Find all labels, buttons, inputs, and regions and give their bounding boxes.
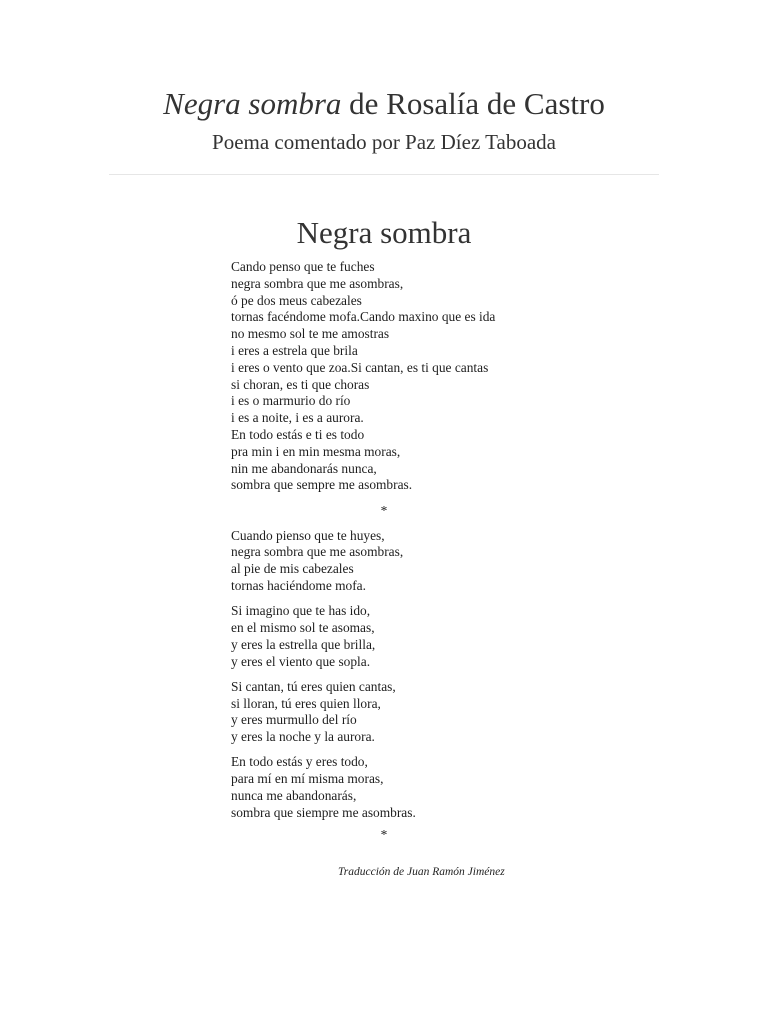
- poem-line: sombra que siempre me asombras.: [231, 804, 416, 820]
- poem-line: sombra que sempre me asombras.: [231, 477, 413, 493]
- poem-line: y eres la noche y la aurora.: [231, 729, 375, 745]
- poem-line: negra sombra que me asombras,: [231, 544, 404, 560]
- poem-line: para mí en mí misma moras,: [231, 771, 384, 787]
- page-title: [0, 84, 768, 124]
- stanza-separator: *: [380, 502, 388, 518]
- poem-line: tornas facéndome mofa.Cando maxino que es ida: [231, 309, 496, 325]
- poem-line: En todo estás e ti es todo: [231, 426, 365, 442]
- stanza-separator: *: [380, 826, 388, 842]
- poem-line: si lloran, tú eres quien llora,: [231, 695, 381, 711]
- spanish-stanza: [231, 754, 551, 821]
- poem-line: y eres murmullo del río: [231, 712, 357, 728]
- poem-line: en el mismo sol te asomas,: [231, 619, 375, 635]
- poem-line: Si cantan, tú eres quien cantas,: [231, 678, 396, 694]
- spanish-stanza: [231, 603, 551, 670]
- page-title-italic: Negra sombra: [163, 86, 342, 121]
- poem-line: ó pe dos meus cabezales: [231, 292, 362, 308]
- poem-title: Negra sombra: [296, 215, 472, 250]
- poem-line: i es a noite, i es a aurora.: [231, 410, 364, 426]
- poem-line: nin me abandonarás nunca,: [231, 460, 377, 476]
- header-divider: [109, 174, 659, 175]
- page-title-rest: de Rosalía de Castro: [341, 86, 605, 121]
- translation-credit: Traducción de Juan Ramón Jiménez: [338, 866, 505, 878]
- poem-line: Cando penso que te fuches: [231, 259, 375, 274]
- poem-line: Si imagino que te has ido,: [231, 603, 371, 619]
- spanish-stanza: [231, 679, 551, 746]
- poem-line: si choran, es ti que choras: [231, 376, 370, 392]
- poem-line: En todo estás y eres todo,: [231, 754, 368, 770]
- poem-line: i eres o vento que zoa.Si cantan, es ti que cantas: [231, 359, 489, 375]
- poem-line: y eres la estrella que brilla,: [231, 636, 376, 652]
- poem-line: i es o marmurio do río: [231, 393, 351, 409]
- poem-line: no mesmo sol te me amostras: [231, 326, 390, 342]
- spanish-stanza: [231, 528, 551, 595]
- poem-line: Cuando pienso que te huyes,: [231, 527, 385, 543]
- poem-line: i eres a estrela que brila: [231, 342, 358, 358]
- galician-stanza: [231, 259, 551, 494]
- poem-line: al pie de mis cabezales: [231, 561, 354, 577]
- poem-line: pra min i en min mesma moras,: [231, 443, 401, 459]
- poem-line: y eres el viento que sopla.: [231, 653, 371, 669]
- poem-line: tornas haciéndome mofa.: [231, 577, 366, 593]
- poem-line: negra sombra que me asombras,: [231, 275, 404, 291]
- page-subtitle: Poema comentado por Paz Díez Taboada: [212, 130, 556, 154]
- poem-line: nunca me abandonarás,: [231, 787, 357, 803]
- poem-body: [231, 259, 551, 852]
